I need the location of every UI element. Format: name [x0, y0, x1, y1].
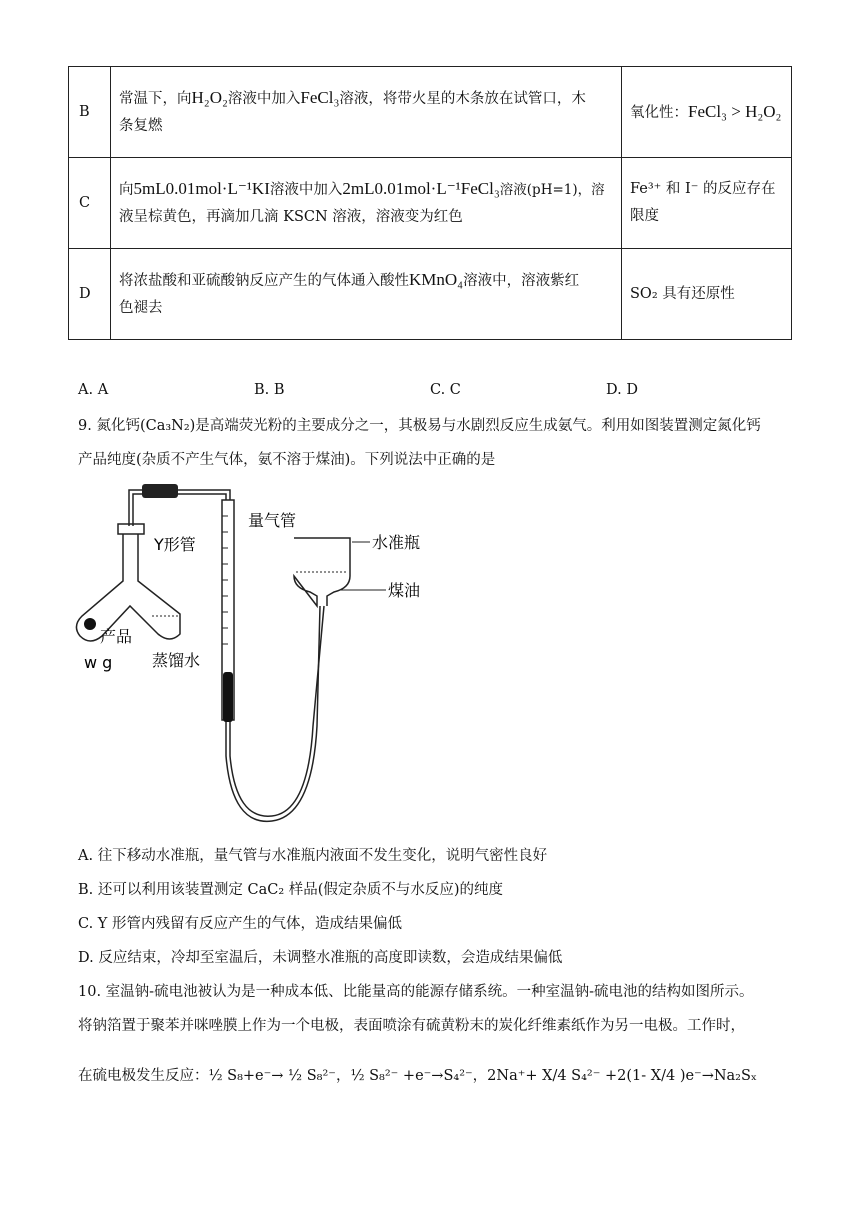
equation-3: 2Na⁺+ X/4 S₄²⁻ +2(1- X/4 )e⁻→Na₂Sₓ — [487, 1068, 758, 1084]
q9-option-d: D. 反应结束，冷却至室温后，未调整水准瓶的高度即读数，会造成结果偏低 — [78, 950, 563, 966]
text: 溶液中加入 — [227, 91, 301, 107]
conclusion-cell — [622, 158, 792, 249]
experiment-cell — [111, 158, 622, 249]
clamp — [142, 484, 178, 498]
row-key: D — [69, 249, 111, 340]
label-y-tube: Y形管 — [154, 535, 196, 554]
label-kerosene: 煤油 — [388, 581, 421, 600]
text: 条复燃 — [119, 118, 163, 134]
q10-line1: 10. 室温钠-硫电池被认为是一种成本低、比能量高的能源存储系统。一种室温钠-硫电池的结构如图所示。 — [78, 984, 754, 1000]
q9-option-c: C. Y 形管内残留有反应产生的气体，造成结果偏低 — [78, 916, 402, 932]
label-gas-tube: 量气管 — [248, 511, 297, 530]
text: 氧化性： — [630, 104, 688, 121]
text: 色褪去 — [119, 300, 163, 316]
row-key: C — [69, 158, 111, 249]
label-mass: w g — [84, 653, 113, 672]
table-row — [69, 158, 792, 249]
apparatus-figure — [72, 476, 452, 836]
formula: 2mL0.01mol·L⁻¹FeCl₃ — [342, 179, 500, 198]
formula: FeCl₃ > H₂O₂ — [688, 101, 782, 121]
label-product: 产品 — [100, 627, 133, 646]
q9-option-a: A. 往下移动水准瓶，量气管与水准瓶内液面不发生变化，说明气密性良好 — [78, 848, 548, 864]
text: 常温下，向 — [119, 91, 192, 107]
conclusion-cell — [622, 249, 792, 340]
formula: 5mL0.01mol·L⁻¹KI — [133, 179, 270, 198]
rubber-tube — [226, 606, 320, 821]
option-a: A. A — [78, 382, 109, 398]
formula: KMnO₄ — [409, 270, 464, 289]
q10-line2: 将钠箔置于聚苯并咪唑膜上作为一个电极，表面喷涂有硫黄粉末的炭化纤维素纸作为另一电极。工作时， — [78, 1018, 745, 1034]
q10-line3: 在硫电极发生反应：½ S₈+e⁻→ ½ S₈²⁻，½ S₈²⁻ +e⁻→S₄²⁻，2Na⁺+ X/4 S₄²⁻ +2(1- X/4 )e⁻→Na₂Sₓ — [78, 1068, 758, 1084]
rubber-connector — [223, 672, 233, 722]
text: 溶液(pH=1)，溶 — [499, 182, 605, 198]
option-b: B. B — [254, 382, 285, 398]
label-level-bottle: 水准瓶 — [372, 533, 421, 552]
text: 将浓盐酸和亚硫酸钠反应产生的气体通入酸性 — [119, 273, 409, 289]
product-sample — [84, 618, 96, 630]
equation-2: ½ S₈²⁻ +e⁻→S₄²⁻ — [350, 1068, 473, 1084]
text: 溶液中加入 — [269, 182, 343, 198]
formula: FeCl₃ — [300, 88, 340, 107]
option-d: D. D — [606, 382, 638, 398]
table-row — [69, 249, 792, 340]
q9-stem-line1: 9. 氮化钙(Ca₃N₂)是高端荧光粉的主要成分之一，其极易与水剧烈反应生成氨气。利用如图装置测定氮化钙 — [78, 418, 761, 434]
q9-stem-line2: 产品纯度(杂质不产生气体，氨不溶于煤油)。下列说法中正确的是 — [78, 452, 496, 468]
experiment-cell — [111, 67, 622, 158]
formula: H₂O₂ — [191, 88, 228, 107]
conclusion-cell — [622, 67, 792, 158]
row-key: B — [69, 67, 111, 158]
experiment-cell — [111, 249, 622, 340]
table-row — [69, 67, 792, 158]
stopper — [118, 524, 144, 534]
label-water: 蒸馏水 — [152, 651, 201, 670]
text: 在硫电极发生反应： — [78, 1068, 209, 1084]
text: 向 — [119, 182, 134, 198]
text: 溶液，将带火星的木条放在试管口，木 — [339, 91, 586, 107]
text: 溶液中，溶液紫红 — [463, 273, 580, 289]
option-c: C. C — [430, 382, 461, 398]
text: 液呈棕黄色，再滴加几滴 KSCN 溶液，溶液变为红色 — [119, 209, 463, 225]
q8-table — [68, 66, 792, 340]
equation-1: ½ S₈+e⁻→ ½ S₈²⁻ — [208, 1068, 336, 1084]
text: 限度 — [630, 208, 659, 224]
q9-option-b: B. 还可以利用该装置测定 CaC₂ 样品(假定杂质不与水反应)的纯度 — [78, 882, 504, 898]
text: Fe³⁺ 和 I⁻ 的反应存在 — [630, 181, 776, 197]
text: SO₂ 具有还原性 — [630, 285, 735, 302]
